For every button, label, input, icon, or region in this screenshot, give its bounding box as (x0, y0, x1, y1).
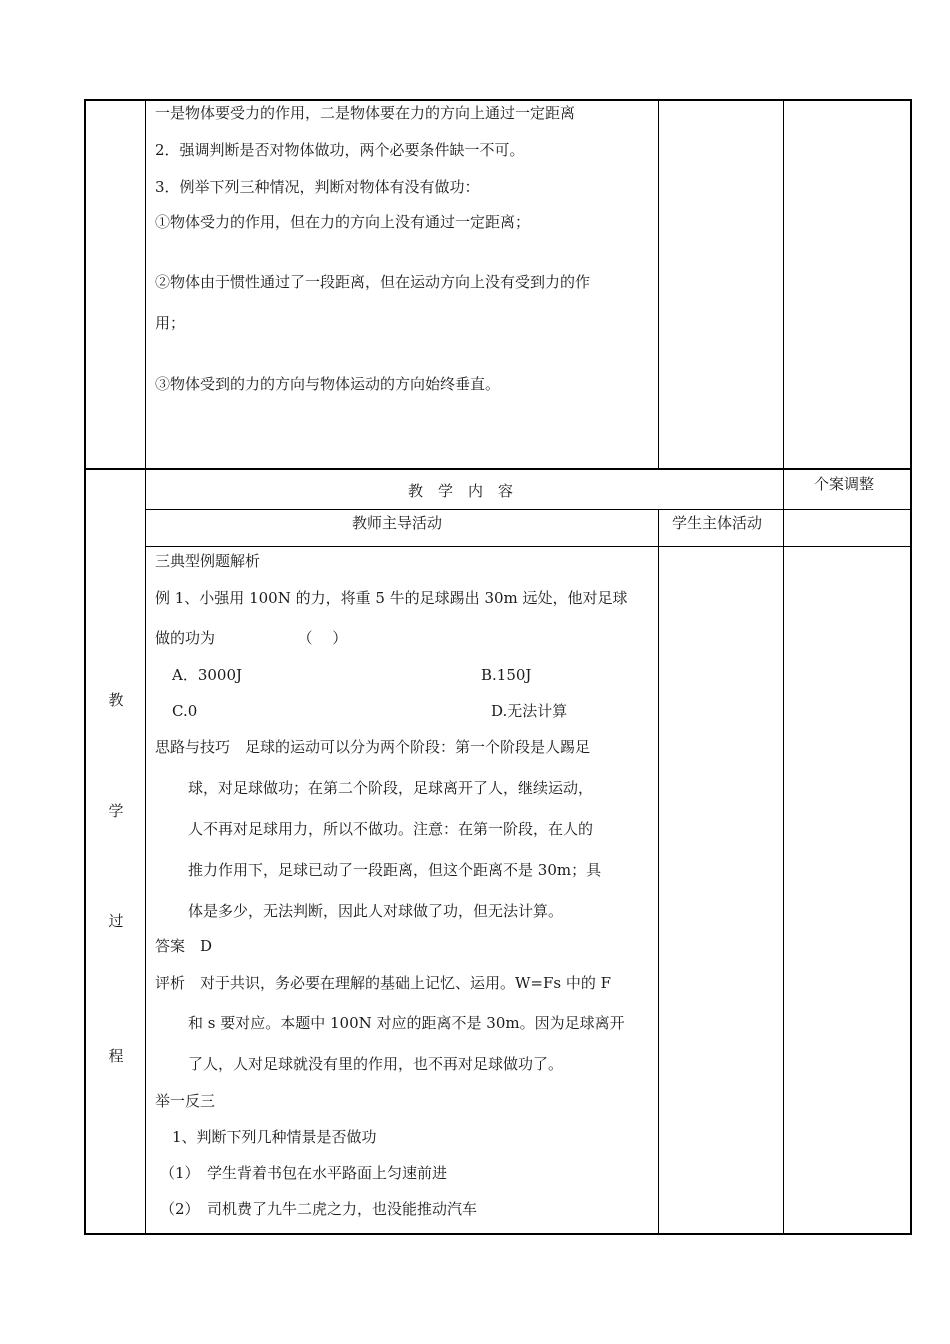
practice-item-2: （2） 司机费了九牛二虎之力，也没能推动汽车 (160, 1200, 478, 1218)
side-label-char-1: 教 (108, 691, 124, 709)
option-b: B.150J (481, 666, 532, 684)
table-left-border (84, 99, 86, 1235)
subheader-divider (146, 546, 912, 547)
upper-line-1: 一是物体要受力的作用，二是物体要在力的方向上通过一定距离 (155, 104, 576, 122)
side-column-divider (145, 99, 146, 1235)
upper-line-6: 用； (155, 314, 186, 332)
adjust-column-divider (783, 99, 784, 1235)
upper-line-5: ②物体由于惯性通过了一段距离，但在运动方向上没有受到力的作 (155, 273, 591, 291)
thinking-line-2: 球，对足球做功；在第二个阶段，足球离开了人，继续运动， (188, 779, 594, 797)
option-c: C.0 (172, 702, 198, 720)
analysis-line-3: 了人，人对足球就没有里的作用，也不再对足球做功了。 (188, 1055, 564, 1073)
example-line-2: 做的功为 （ ） (155, 629, 348, 647)
side-label-char-2: 学 (108, 802, 124, 820)
upper-line-4: ①物体受力的作用，但在力的方向上没有通过一定距离； (155, 213, 531, 231)
content-title: 教 学 内 容 (408, 482, 514, 500)
upper-line-2: 2．强调判断是否对物体做功，两个必要条件缺一不可。 (155, 141, 525, 159)
student-column-divider-upper (658, 99, 659, 469)
adjust-column-header: 个案调整 (814, 475, 875, 493)
practice-title: 举一反三 (155, 1092, 216, 1110)
upper-line-7: ③物体受到的力的方向与物体运动的方向始终垂直。 (155, 375, 501, 393)
thinking-line-1: 思路与技巧 足球的运动可以分为两个阶段：第一个阶段是人踢足 (155, 738, 591, 756)
content-title-divider (146, 509, 912, 510)
side-label-char-3: 过 (108, 912, 124, 930)
student-column-divider-lower (658, 509, 659, 1235)
example-line-1: 例 1、小强用 100N 的力，将重 5 牛的足球踢出 30m 远处，他对足球 (155, 589, 628, 607)
table-top-border (84, 99, 912, 101)
analysis-line-2: 和 s 要对应。本题中 100N 对应的距离不是 30m。因为足球离开 (188, 1014, 625, 1032)
practice-question: 1、判断下列几种情景是否做功 (172, 1128, 377, 1146)
table-bottom-border (84, 1233, 912, 1235)
upper-line-3: 3．例举下列三种情况，判断对物体有没有做功： (155, 178, 480, 196)
teacher-column-header: 教师主导活动 (352, 514, 443, 532)
thinking-line-5: 体是多少，无法判断，因此人对球做了功，但无法计算。 (188, 902, 564, 920)
section-title: 三典型例题解析 (155, 552, 261, 570)
table-right-border (910, 99, 912, 1235)
answer-line: 答案 D (155, 937, 213, 955)
option-a: A．3000J (172, 666, 243, 684)
thinking-line-4: 推力作用下，足球已动了一段距离，但这个距离不是 30m；具 (188, 861, 602, 879)
analysis-line-1: 评析 对于共识，务必要在理解的基础上记忆、运用。W=Fs 中的 F (155, 974, 612, 992)
option-d: D.无法计算 (491, 702, 568, 720)
thinking-line-3: 人不再对足球用力，所以不做功。注意：在第一阶段，在人的 (188, 820, 594, 838)
section-divider (84, 468, 912, 470)
practice-item-1: （1） 学生背着书包在水平路面上匀速前进 (160, 1164, 448, 1182)
side-label-char-4: 程 (108, 1047, 124, 1065)
student-column-header: 学生主体活动 (672, 514, 763, 532)
